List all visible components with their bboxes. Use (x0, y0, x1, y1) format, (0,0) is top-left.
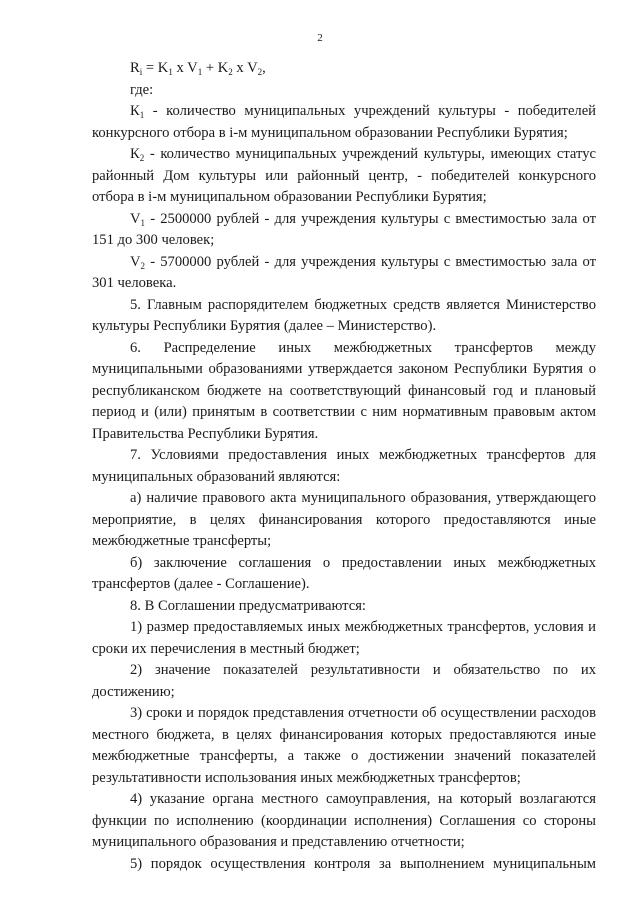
formula-eq: = K (142, 60, 169, 76)
k2-text: - количество муниципальных учреждений культуры, имеющих статус районный Дом культуры или районный центр, - победителей конкурсного отбора в i-м муниципальном образовании Республики Бурятия; (92, 146, 596, 205)
k1-definition (92, 101, 596, 144)
formula-mid1: x V (172, 60, 198, 76)
v1-definition (92, 209, 596, 252)
k1-symbol: К (130, 103, 140, 119)
page-number: 2 (317, 32, 323, 44)
paragraph-7a: а) наличие правового акта муниципального образования, утверждающего мероприятие, в целях финансирования которого предоставляются иные межбюджетные трансферты; (92, 490, 596, 549)
k2-symbol: К (130, 146, 140, 162)
v1-subscript: 1 (140, 217, 146, 228)
where-label: где: (130, 81, 154, 98)
paragraph-7b: б) заключение соглашения о предоставлении иных межбюджетных трансфертов (далее - Соглашение). (92, 554, 596, 592)
formula-mid2: x V (232, 60, 258, 76)
k2-subscript: 2 (139, 153, 145, 163)
formula-plus: + K (202, 60, 229, 76)
formula-v1-subscript: 1 (197, 67, 203, 77)
document-body (92, 58, 596, 875)
v2-definition (92, 252, 596, 295)
paragraph-6: 6. Распределение иных межбюджетных трансфертов между муниципальными образованиями утверждается законом Республики Бурятия о республиканском бюджете на соответствующий финансовый год и плановый период и (или) принятым в соответствии с ним нормативным правовым актом Правительства Республики Бурятия. (92, 339, 596, 442)
paragraph-5: 5. Главным распорядителем бюджетных средств является Министерство культуры Республики Бурятия (далее – Министерство). (92, 296, 596, 334)
formula (92, 58, 596, 80)
formula-k2-subscript: 2 (228, 67, 233, 77)
v2-text: - 5700000 рублей - для учреждения культуры с вместимостью зала от 301 человека. (92, 253, 596, 291)
paragraph-7: 7. Условиями предоставления иных межбюджетных трансфертов для муниципальных образований являются: (92, 447, 596, 485)
k1-text: - количество муниципальных учреждений культуры - победителей конкурсного отбора в i-м муниципальном образовании Республики Бурятия; (92, 103, 596, 141)
paragraph-8-2: 2) значение показателей результативности и обязательство по их достижению; (92, 662, 596, 700)
paragraph-8-5: 5) порядок осуществления контроля за выполнением муниципальным (130, 855, 596, 872)
formula-end: , (262, 60, 266, 76)
paragraph-8-3: 3) сроки и порядок представления отчетности об осуществлении расходов местного бюджета, в целях финансирования которых предоставляются иные межбюджетные трансферты, а также о достижении значений показателей результативности использования иных межбюджетных трансфертов; (92, 705, 596, 786)
v1-symbol: V (130, 210, 141, 227)
k2-definition (92, 144, 596, 209)
formula-lhs: R (130, 60, 140, 76)
paragraph-8: 8. В Соглашении предусматриваются: (130, 597, 366, 614)
v2-subscript: 2 (140, 260, 146, 271)
paragraph-8-4: 4) указание органа местного самоуправления, на который возлагаются функции по исполнению (координации исполнения) Соглашения со стороны муниципального образования и представлению отчетности; (92, 791, 596, 850)
k1-subscript: 1 (139, 110, 145, 120)
v2-symbol: V (130, 253, 141, 270)
paragraph-8-1: 1) размер предоставляемых иных межбюджетных трансфертов, условия и сроки их перечисления в местный бюджет; (92, 619, 596, 657)
formula-k1-subscript: 1 (168, 67, 173, 77)
formula-lhs-subscript: i (139, 67, 143, 77)
v1-text: - 2500000 рублей - для учреждения культуры с вместимостью зала от 151 до 300 человек; (92, 210, 596, 248)
formula-v2-subscript: 2 (257, 67, 263, 77)
